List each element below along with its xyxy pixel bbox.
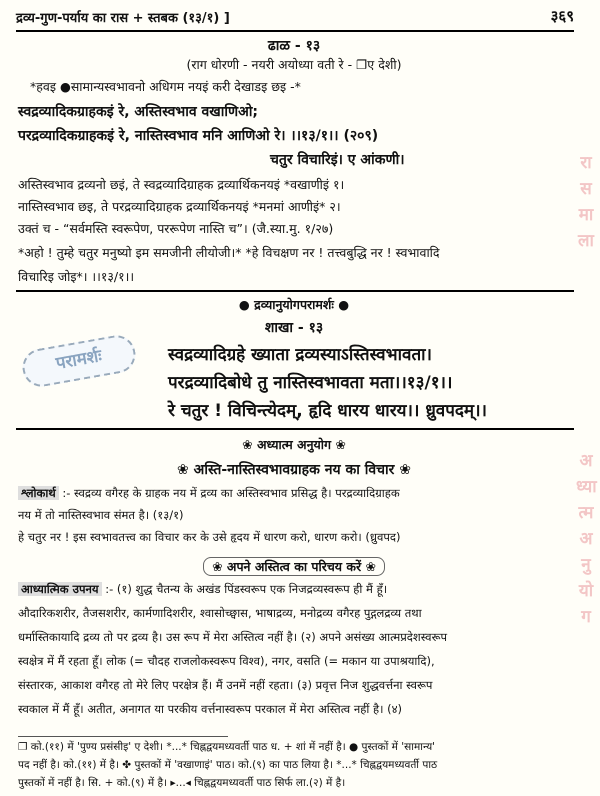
side-letter: त्म (578, 503, 594, 523)
sanskrit-line-1: स्वद्रव्यादिग्रहे ख्याता द्रव्यस्याऽस्तिस्वभावता। (168, 345, 432, 365)
shlokarth-line-2: नय में तो नास्तिस्वभाव संमत है। (१३/१) (18, 508, 184, 522)
section-rule (16, 290, 574, 292)
paramarsh-heading: ● द्रव्यानुयोगपरामर्शः ● (238, 297, 350, 312)
parichay-heading-wrap (18, 556, 570, 576)
page-number: ३६९ (550, 7, 574, 25)
verse-refrain: चतुर विचारिइं। ए आंकणी। (270, 152, 405, 168)
section-rule-2 (16, 428, 574, 430)
running-title: द्रव्य-गुण-पर्याय का रास + स्तबक (१३/१) ] (16, 11, 230, 26)
upanay-label: आध्यात्मिक उपनय (18, 582, 102, 596)
upanay-line-4: स्वक्षेत्र में मैं रहता हूँ। लोक (= चौदह राजलोकस्वरूप विश्व), नगर, वसति (= मकान या उपाश्रयादि), (18, 654, 435, 668)
side-letter: ला (578, 231, 594, 251)
adhyatma-heading: ❀ अध्यात्म अनुयोग ❀ (242, 437, 346, 452)
side-label-bottom (576, 448, 596, 630)
para-line-1: अस्तिस्वभाव द्रव्यनो छइं, ते स्वद्रव्यादिग्राहक द्रव्यार्थिकनयइं *वखाणीइं १। (18, 177, 345, 192)
sanskrit-line-2: परद्रव्यादिबोधे तु नास्तिस्वभावता मता।।१३/१।। (168, 373, 453, 393)
side-letter: रा (580, 153, 592, 173)
para-line-2: नास्तिस्वभाव छइ, ते परद्रव्यादिग्राहक द्रव्यार्थिकनयइं *मनमां आणीइं* २। (18, 199, 341, 214)
verse-line-1: स्वद्रव्यादिकग्राहकइं रे, अस्तिस्वभाव वखाणिओ; (18, 104, 259, 120)
footnote-rule (18, 736, 228, 737)
paramarsh-stamp: परामर्शः (20, 332, 139, 389)
upanay-line-3: धर्मास्तिकायादि द्रव्य तो पर द्रव्य है। उस रूप में मेरा अस्तित्व नहीं है। (२) अपने असंख्य आत्मप्रदेशस्वरूप (18, 630, 448, 644)
parichay-heading: ❀ अपने अस्तित्व का परिचय करें ❀ (203, 557, 385, 576)
side-letter: ध्या (576, 477, 597, 497)
side-letter: नु (581, 555, 591, 575)
side-label-top (576, 150, 596, 254)
shlokarth-text: :- स्वद्रव्य वगैरह के ग्राहक नय में द्रव्य का अस्तिस्वभाव प्रसिद्ध है। परद्रव्यादिग्राहक (62, 486, 400, 500)
footnote-line-2: पद नहीं है। को.(११) में है। ✤ पुस्तकों में 'वखाणाइं' पाठ। को.(९) का पाठ लिया है। *...* चिह्नद्वयमध्यवर्ती पाठ (18, 759, 438, 771)
side-letter: यो (578, 581, 594, 601)
side-letter: स (580, 179, 592, 199)
side-letter: ग (581, 607, 591, 627)
dhal-title: ढाळ - १३ (267, 38, 321, 54)
side-letter: मा (578, 205, 594, 225)
side-letter: अ (579, 529, 593, 549)
upanay-line-6: स्वकाल में मैं हूँ। अतीत, अनागत या परकीय वर्त्तनास्वरूप परकाल में मेरा अस्तित्व नहीं है। (४) (18, 702, 403, 716)
upanay-text: :- (१) शुद्ध चैतन्य के अखंड पिंडस्वरूप एक निजद्रव्यस्वरूप ही मैं हूँ। (105, 582, 388, 596)
side-letter: अ (579, 451, 593, 471)
upanay-line-2: औदारिकशरीर, तैजसशरीर, कार्मणादिशरीर, श्वासोच्छ्वास, भाषाद्रव्य, मनोद्रव्य वगैरह पुद्गलद्रव्य तथा (18, 606, 422, 620)
intro-line: *हवइ ●सामान्यस्वभावनो अधिगम नयइं करी देखाडइ छइ -* (30, 79, 301, 94)
shakha-title: शाखा - १३ (264, 320, 324, 336)
upanay-line-5: संस्तारक, आकाश वगैरह तो मेरे लिए परक्षेत्र हैं। मैं उनमें नहीं रहता। (३) प्रवृत्त निज शुद्धवर्त्तना स्वरूप (18, 678, 433, 692)
footnote-line-3: पुस्तकों में नहीं है। सि. + को.(९) में है। ▸...◂ चिह्नद्वयमध्यवर्ती पाठ सिर्फ ला.(२) में है। (18, 777, 346, 789)
verse-line-2: परद्रव्यादिकग्राहकइं रे, नास्तिस्वभाव मनि आणिओ रे। ।।१३/१।। (२०९) (18, 128, 379, 144)
adhyatma-subheading: ❀ अस्ति-नास्तिस्वभावग्राहक नय का विचार ❀ (177, 462, 411, 478)
raag-line: (राग धोरणी - नयरी अयोध्या वती रे - ❐ए देशी) (186, 57, 402, 72)
footnote-line-1: ❐ को.(११) में 'पुण्य प्रसंसीइ' ए देशी। *...* चिह्नद्वयमध्यवर्ती पाठ ध. + शां में नहीं है। ● पुस्तकों में 'सामान्य' (18, 741, 436, 753)
shlokarth-line-1 (18, 486, 570, 501)
header-rule (16, 30, 574, 32)
para-line-5: विचारिइ जोइ*। ।।१३/१।। (18, 269, 135, 284)
upanay-line-1 (18, 582, 570, 597)
sanskrit-line-3: रे चतुर ! विचिन्त्येदम्, हृदि धारय धारय।। ध्रुवपदम्।। (168, 401, 487, 421)
para-line-4: *अहो ! तुम्हे चतुर मनुष्यो इम समजीनी लीयोजी।* *हे विचक्षण नर ! तत्त्वबुद्धि नर ! स्वभावादि (18, 245, 440, 260)
para-line-3: उक्तं च - “सर्वमस्ति स्वरूपेण, पररूपेण नास्ति च”। (जै.स्या.मु. १/२७) (18, 221, 334, 236)
dhruv-line: हे चतुर नर ! इस स्वभावतत्त्व का विचार कर के उसे हृदय में धारण करो, धारण करो। (ध्रुवपद) (18, 530, 401, 544)
shlokarth-label: श्लोकार्थ (18, 486, 59, 500)
running-header (16, 4, 574, 30)
